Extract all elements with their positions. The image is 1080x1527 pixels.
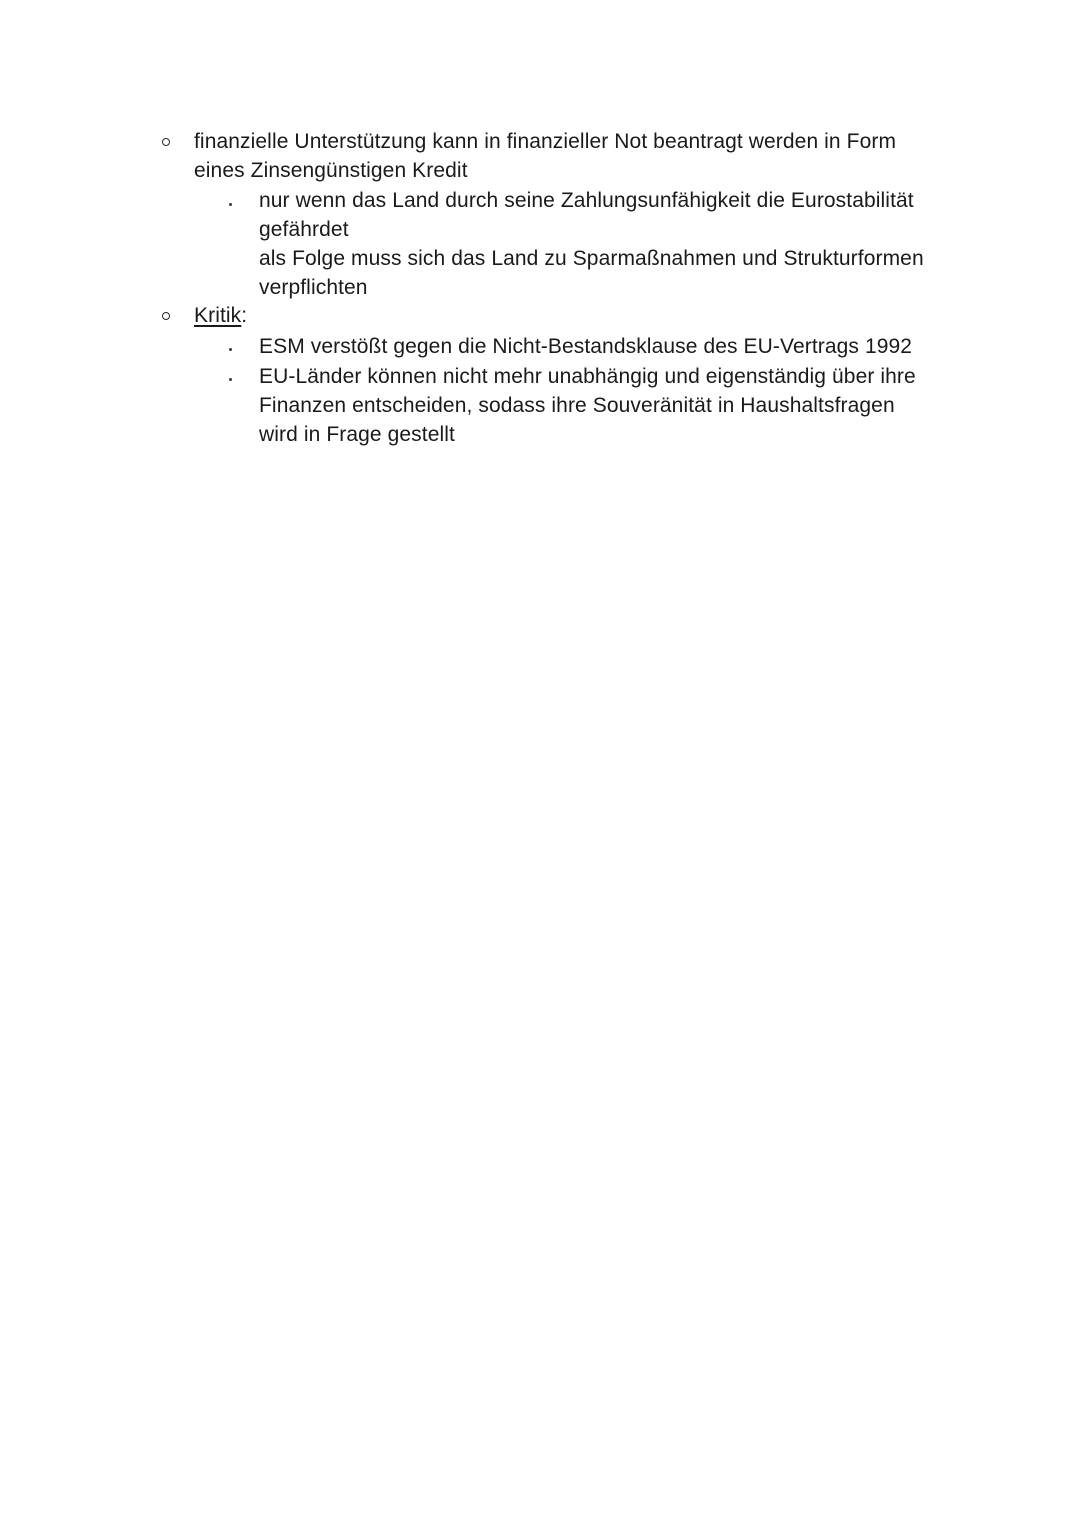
dot-bullet-icon <box>229 203 232 206</box>
kritik-heading <box>194 301 247 330</box>
item-2-sub-2-line-2: Finanzen entscheiden, sodass ihre Souveränität in Haushaltsfragen <box>259 394 895 417</box>
item-2-sub-1-line-1: ESM verstößt gegen die Nicht-Bestandsklause des EU-Vertrags 1992 <box>259 335 913 358</box>
item-2-sub-2-line-3: wird in Frage gestellt <box>259 423 455 446</box>
item-1-sub-1-line-4: verpflichten <box>259 276 368 299</box>
hollow-circle-bullet-icon <box>162 312 170 320</box>
kritik-heading-colon: : <box>241 304 248 327</box>
item-1-line-2: eines Zinsengünstigen Kredit <box>194 159 468 182</box>
item-1-sub-1-line-1: nur wenn das Land durch seine Zahlungsunfähigkeit die Eurostabilität <box>259 189 914 212</box>
dot-bullet-icon <box>229 348 232 351</box>
hollow-circle-bullet-icon <box>162 138 170 146</box>
kritik-heading-text: Kritik <box>194 304 242 327</box>
item-1-line-1: finanzielle Unterstützung kann in finanzieller Not beantragt werden in Form <box>194 130 897 153</box>
item-1-sub-1-line-2: gefährdet <box>259 218 349 241</box>
item-1-sub-1-line-3: als Folge muss sich das Land zu Sparmaßnahmen und Strukturformen <box>259 247 924 270</box>
dot-bullet-icon <box>229 378 232 381</box>
item-2-sub-2-line-1: EU-Länder können nicht mehr unabhängig und eigenständig über ihre <box>259 365 916 388</box>
